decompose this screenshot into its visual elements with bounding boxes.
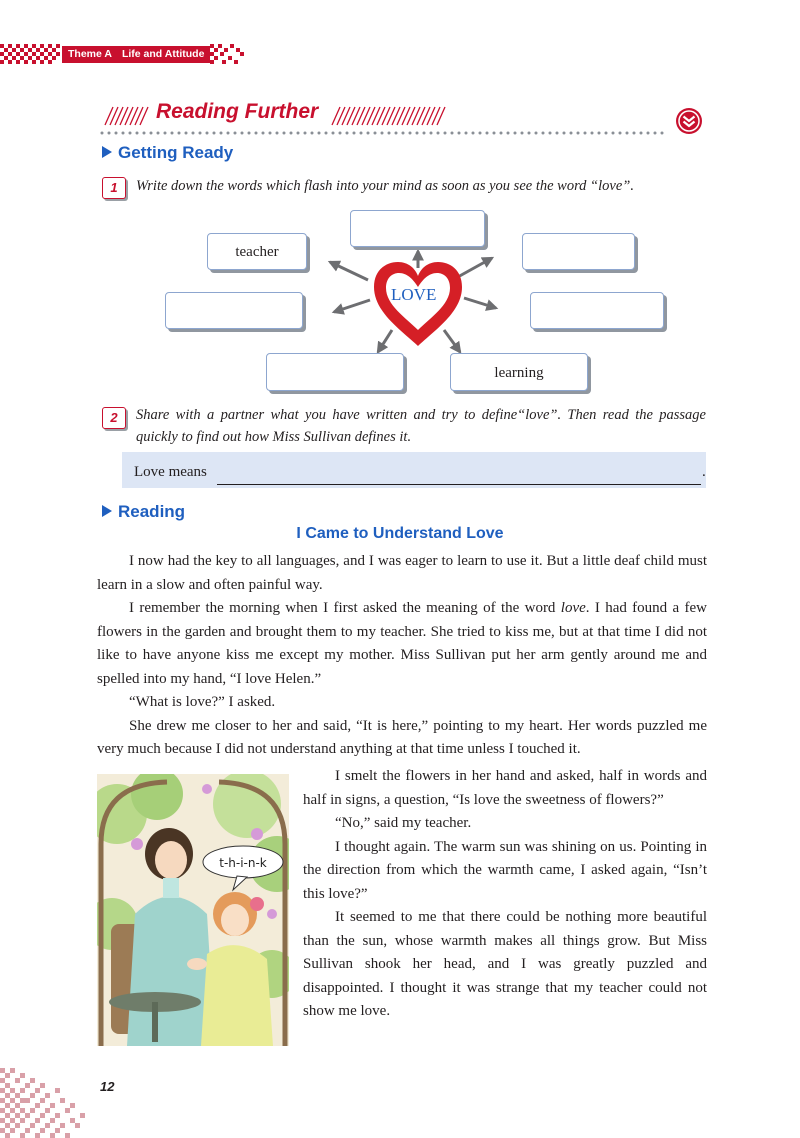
- header-pattern-right: [210, 44, 244, 66]
- task-number-badge: 1: [102, 177, 126, 199]
- story-paragraph: I now had the key to all languages, and I was eager to learn to use it. But a little deaf child must learn in a slow and often painful way.: [97, 553, 707, 593]
- story-paragraph: I smelt the flowers in her hand and asked, half in words and half in signs, a question, “Is love the sweetness of flowers?”: [303, 768, 707, 808]
- mindmap-box-top-right[interactable]: [522, 233, 635, 270]
- answer-end: .: [702, 464, 706, 480]
- triangle-bullet-icon: [102, 146, 112, 158]
- story-paragraph: She drew me closer to her and said, “It is here,” pointing to my heart. Her words puzzled me very much because I did not understand anything at that time unless I touched it.: [97, 717, 707, 757]
- header-title: Life and Attitude: [121, 48, 205, 60]
- footer-pattern: [0, 1060, 90, 1138]
- header-pattern-left: [0, 44, 62, 66]
- story-paragraph: “No,” said my teacher.: [335, 815, 472, 831]
- answer-blank-line[interactable]: [217, 484, 701, 485]
- illustration-teacher-and-child: [97, 774, 289, 1046]
- mindmap-box-top[interactable]: [350, 210, 485, 247]
- story-title: I Came to Understand Love: [296, 525, 504, 542]
- triangle-bullet-icon: [102, 505, 112, 517]
- task2-instruction: Share with a partner what you have written and try to define“love”. Then read the passage quickly to find out how Miss Sullivan defines it.: [136, 407, 706, 445]
- title-stripes-left: [103, 106, 151, 126]
- reading-label: Reading: [118, 502, 186, 521]
- story-paragraph: “What is love?” I asked.: [129, 694, 276, 710]
- getting-ready-heading: [102, 143, 233, 163]
- paragraph-start: I remember the morning when I first asked the meaning of the word: [129, 600, 556, 616]
- reading-heading: [102, 502, 185, 522]
- mindmap-box-bottom-left[interactable]: [266, 353, 404, 391]
- mindmap-box-teacher[interactable]: teacher: [207, 233, 307, 270]
- story-paragraph: It seemed to me that there could be nothing more beautiful than the sun, whose warmth makes all things grow. But Miss Sullivan shook her head, and I was greatly puzzled and disappointed. I thought it was strange that my teacher could not show me love.: [303, 909, 707, 1019]
- page-number: 12: [100, 1079, 115, 1094]
- mindmap-center: LOVE: [391, 285, 437, 304]
- mindmap-box-right[interactable]: [530, 292, 664, 329]
- story-paragraph: [97, 597, 707, 691]
- story-body-side: [303, 765, 707, 1024]
- title-stripes-right: [330, 106, 448, 126]
- chevron-down-icon[interactable]: [675, 107, 703, 135]
- header-bar: [62, 46, 210, 63]
- task-number-badge: 2: [102, 407, 126, 429]
- emphasized-word: love: [560, 600, 586, 616]
- mindmap-box-left[interactable]: [165, 292, 303, 329]
- paragraph-rest: . I had found a few flowers in the garden and brought them to my teacher. She tried to kiss me, but at that time I did not like to have anyone kiss me except my mother. Miss Sullivan put her arm gently around me and spelled into my hand, “I love Helen.”: [97, 600, 707, 687]
- header-theme: Theme A: [68, 48, 112, 60]
- getting-ready-label: Getting Ready: [118, 143, 234, 162]
- section-title: Reading Further: [156, 100, 319, 123]
- story-body: [97, 550, 707, 762]
- answer-band: [122, 452, 706, 488]
- speech-bubble-text: t-h-i-n-k: [219, 856, 267, 870]
- story-paragraph: I thought again. The warm sun was shining on us. Pointing in the direction from which the warmth came, I asked again, “Isn’t this love?”: [303, 838, 707, 902]
- dotted-rule: [100, 131, 668, 135]
- mindmap-box-learning[interactable]: learning: [450, 353, 588, 391]
- task1-instruction: Write down the words which flash into your mind as soon as you see the word “love”.: [136, 178, 634, 194]
- answer-prefix: Love means: [134, 464, 207, 480]
